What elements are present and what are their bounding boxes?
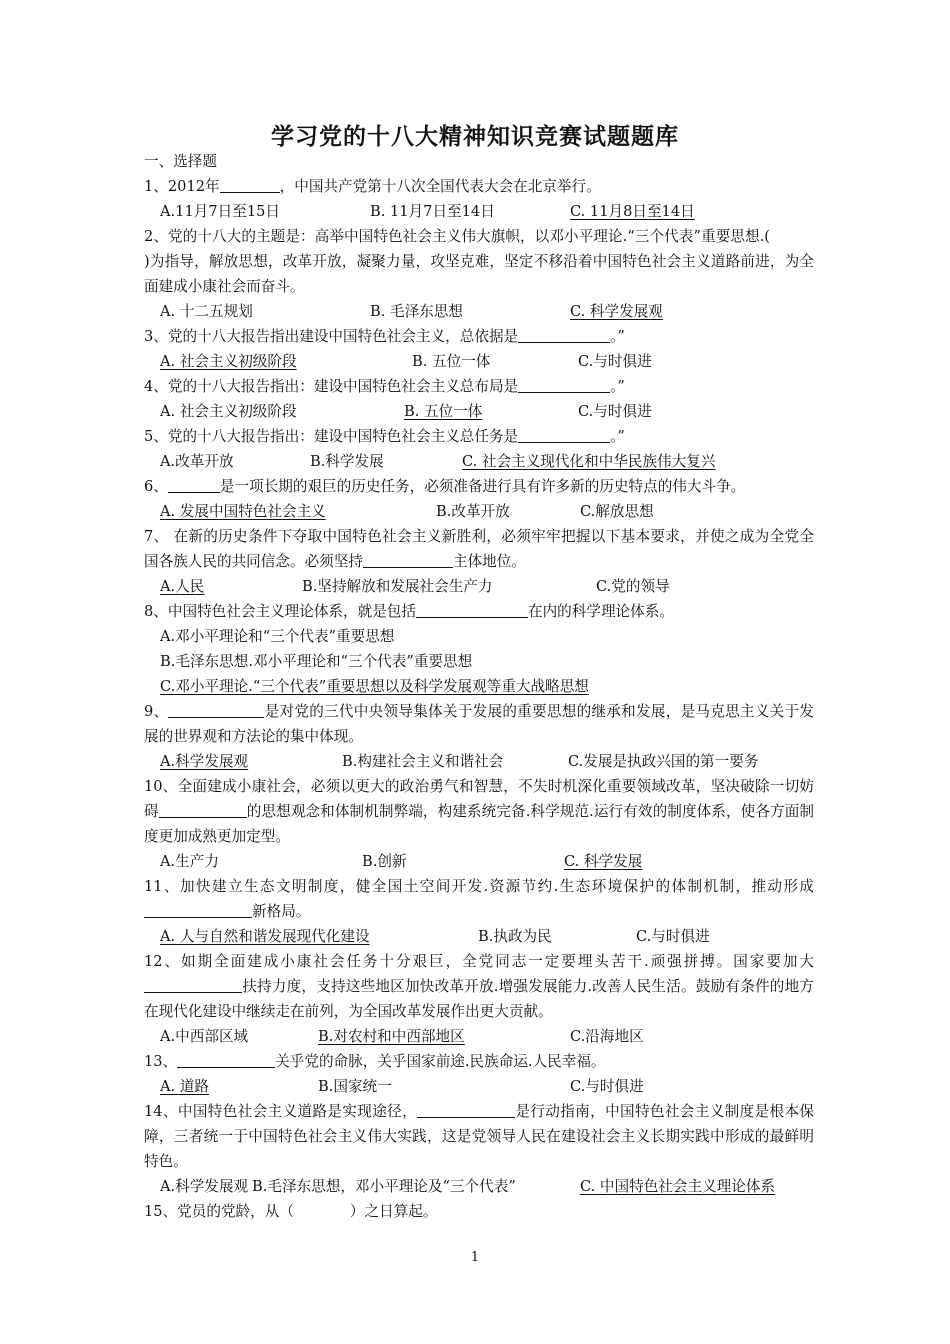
question-6-options [144, 499, 814, 524]
option-a-correct: A. 道路 [160, 1078, 210, 1095]
question-11-options [144, 924, 814, 949]
page-title: 学习党的十八大精神知识竞赛试题题库 [271, 124, 679, 150]
question-15: 15、党员的党龄，从（ ）之日算起。 [144, 1203, 438, 1220]
answer-blank [168, 476, 220, 493]
option-b: B.国家统一 [318, 1078, 392, 1095]
option-b: B.构建社会主义和谐社会 [342, 753, 504, 770]
answer-blank [159, 801, 247, 818]
option-b: B. 11月7日至14日 [370, 203, 495, 220]
answer-blank [416, 601, 528, 618]
option-c: C.解放思想 [580, 503, 654, 520]
option-a: A.邓小平理论和“三个代表”重要思想 [160, 628, 395, 645]
answer-blank [363, 551, 453, 568]
answer-blank [518, 326, 610, 343]
answer-blank [518, 376, 610, 393]
answer-blank [417, 1101, 515, 1118]
question-9-options [144, 749, 814, 774]
question-12-options [144, 1024, 814, 1049]
question-5-options [144, 449, 814, 474]
option-a: A.生产力 [160, 853, 219, 870]
question-4: 4、党的十八大报告指出：建设中国特色社会主义总布局是 。” [144, 378, 625, 395]
option-a: A.11月7日至15日 [160, 203, 280, 220]
option-c: C.发展是执政兴国的第一要务 [568, 753, 759, 770]
answer-blank [144, 976, 242, 993]
option-c-correct: C. 社会主义现代化和中华民族伟大复兴 [462, 453, 716, 470]
option-b: B.毛泽东思想.邓小平理论和“三个代表”重要思想 [160, 653, 473, 670]
answer-blank [168, 701, 264, 718]
question-7-options [144, 574, 814, 599]
question-1: 1、2012年 ，中国共产党第十八次全国代表大会在北京举行。 [144, 178, 601, 195]
option-c: C.党的领导 [596, 578, 670, 595]
option-c-correct: C.邓小平理论.“三个代表”重要思想以及科学发展观等重大战略思想 [160, 678, 589, 695]
option-c: C.与时俱进 [636, 928, 710, 945]
option-b: B.坚持解放和发展社会生产力 [302, 578, 493, 595]
question-3: 3、党的十八大报告指出建设中国特色社会主义，总依据是 。” [144, 328, 625, 345]
option-c: C.与时俱进 [570, 1078, 644, 1095]
option-a-correct: A.人民 [160, 578, 205, 595]
question-1-options [144, 199, 814, 224]
option-b: B.毛泽东思想，邓小平理论及“三个代表” [252, 1178, 516, 1195]
option-b-correct: B. 五位一体 [404, 403, 483, 420]
option-a: A. 十二五规划 [160, 303, 253, 320]
answer-blank [144, 901, 252, 918]
option-a-correct: A.科学发展观 [160, 753, 249, 770]
page-number: 1 [470, 1250, 480, 1265]
option-b: B. 毛泽东思想 [370, 303, 463, 320]
option-a: A.中西部区域 [160, 1028, 249, 1045]
option-a-correct: A. 发展中国特色社会主义 [160, 503, 326, 520]
option-a-correct: A. 社会主义初级阶段 [160, 353, 297, 370]
question-14: 14、中国特色社会主义道路是实现途径， 是行动指南，中国特色社会主义制度是根本保障，三者统一于中国特色社会主义伟大实践，这是党领导人民在建设社会主义长期实践中形成的最鲜明特色。 [144, 1103, 814, 1170]
question-12: 12、如期全面建成小康社会任务十分艰巨，全党同志一定要埋头苦干.顽强拼搏。国家要加大扶持力度，支持这些地区加快改革开放.增强发展能力.改善人民生活。鼓励有条件的地方在现代化建设中继续走在前列，为全国改革发展作出更大贡献。 [144, 953, 814, 1020]
answer-blank [518, 426, 610, 443]
question-11: 11、加快建立生态文明制度，健全国土空间开发.资源节约.生态环境保护的体制机制，推动形成新格局。 [144, 878, 814, 920]
question-7: 7、 在新的历史条件下夺取中国特色社会主义新胜利，必须牢牢把握以下基本要求，并使之成为全党全国各族人民的共同信念。必须坚持 主体地位。 [144, 528, 814, 570]
option-a: A.科学发展观 [160, 1178, 249, 1195]
option-c-correct: C. 中国特色社会主义理论体系 [580, 1178, 776, 1195]
option-c: C.与时俱进 [578, 403, 652, 420]
option-a: A.改革开放 [160, 453, 234, 470]
question-14-options [144, 1174, 814, 1199]
option-b-correct: B.对农村和中西部地区 [318, 1028, 465, 1045]
option-c-correct: C. 科学发展 [564, 853, 643, 870]
option-a-correct: A. 人与自然和谐发展现代化建设 [160, 928, 370, 945]
question-10-options [144, 849, 814, 874]
question-2: 2、党的十八大的主题是：高举中国特色社会主义伟大旗帜，以邓小平理论.“三个代表”重要思想.()为指导，解放思想，改革开放，凝聚力量，攻坚克难，坚定不移沿着中国特色社会主义道路前进，为全面建成小康社会而奋斗。 [144, 228, 814, 295]
section-heading: 一、选择题 [144, 153, 217, 170]
option-b: B.执政为民 [478, 928, 552, 945]
question-3-options [144, 349, 814, 374]
answer-blank [177, 1051, 275, 1068]
option-b: B. 五位一体 [412, 353, 491, 370]
option-c: C.沿海地区 [570, 1028, 644, 1045]
option-c-correct: C. 科学发展观 [570, 303, 663, 320]
question-4-options [144, 399, 814, 424]
question-8: 8、中国特色社会主义理论体系，就是包括 在内的科学理论体系。 [144, 603, 674, 620]
question-6: 6、 是一项长期的艰巨的历史任务，必须准备进行具有许多新的历史特点的伟大斗争。 [144, 478, 746, 495]
option-c: C.与时俱进 [578, 353, 652, 370]
question-list [144, 149, 814, 1224]
question-2-options [144, 299, 814, 324]
question-10: 10、全面建成小康社会，必须以更大的政治勇气和智慧，不失时机深化重要领域改革，坚决破除一切妨碍 的思想观念和体制机制弊端，构建系统完备.科学规范.运行有效的制度体系，使各方面制度更加成熟更加定型。 [144, 778, 814, 845]
question-9: 9、 是对党的三代中央领导集体关于发展的重要思想的继承和发展，是马克思主义关于发展的世界观和方法论的集中体现。 [144, 703, 814, 745]
question-5: 5、党的十八大报告指出：建设中国特色社会主义总任务是 。” [144, 428, 625, 445]
option-b: B.科学发展 [310, 453, 384, 470]
answer-blank [220, 176, 280, 193]
question-13-options [144, 1074, 814, 1099]
option-c-correct: C. 11月8日至14日 [570, 203, 695, 220]
option-b: B.改革开放 [436, 503, 510, 520]
question-13: 13、 关乎党的命脉，关乎国家前途.民族命运.人民幸福。 [144, 1053, 606, 1070]
option-a: A. 社会主义初级阶段 [160, 403, 297, 420]
option-b: B.创新 [362, 853, 407, 870]
